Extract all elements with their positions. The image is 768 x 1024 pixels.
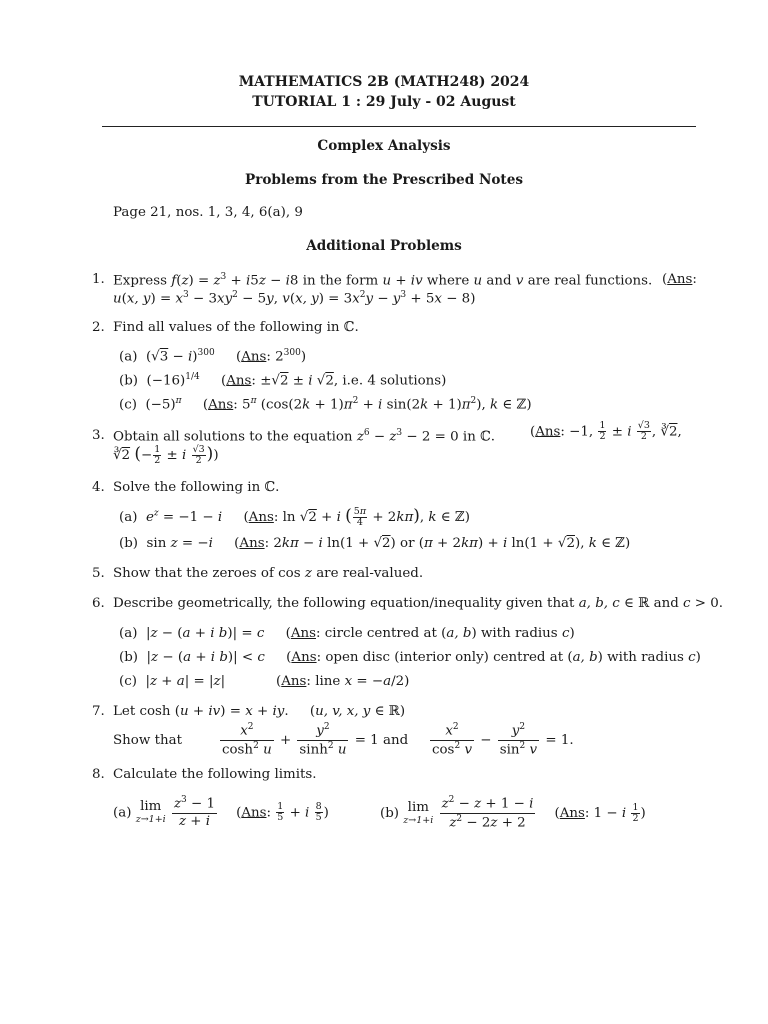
problem-2a: (a) $(√3 - i)^{300}$ (Ans: $2^{300}$) [119, 348, 307, 365]
section-additional: Additional Problems [306, 238, 462, 254]
header-rule [102, 126, 696, 127]
problem-2b: (b) $(-16)^{1/4}$ (Ans: ±√2 ± i √2, i.e. 4 solutions) [119, 372, 447, 389]
problem-6b: (b) |z − (a + i b)| < c (Ans: open disc (interior only) centred at (a, b) with radius c) [119, 650, 701, 665]
problem-8a: (a) lim z→1+i $\frac{z^3 - 1}{z + i}$ (Ans: $\frac{1}{5}$ + i $\frac{8}{5}$ ) [113, 795, 329, 830]
answer-3: (Ans: −1, $\frac{1}{2}$ ± i $\frac{√3}{2}$ , ∛2, [530, 420, 682, 443]
prescribed-reference: Page 21, nos. 1, 3, 4, 6(a), 9 [113, 205, 303, 220]
answer-1: u(x, $y) = x^3 - 3xy^2 - 5y$, v(x, $y) = 3x^2y - y^3 + 5x - 8$) [113, 290, 476, 307]
problem-4a: (a) $e^z = -1 - i$ (Ans: ln √2 + i ( $\frac{5\pi}{4}$ + 2kπ), k ∈ ℤ) [119, 505, 470, 528]
hyperbolic-identity: $\frac{x^2}{\cosh^2 u}$ + $\frac{y^2}{\sinh^2 u}$ = 1 [222, 722, 379, 758]
problem-8b: (b) lim z→1+i $\frac{z^2 - z + 1 - i}{z^2 - 2z + 2}$ (Ans: 1 − i $\frac{1}{2}$ ) [380, 795, 646, 831]
problem-6a: (a) |z − (a + i b)| = c (Ans: circle centred at (a, b) with radius c) [119, 626, 575, 641]
section-prescribed: Problems from the Prescribed Notes [244, 172, 524, 188]
problem-4b: (b) sin z = −i (Ans: 2kπ − i ln(1 + √2) or (π + 2kπ) + i ln(1 + √2), k ∈ ℤ) [119, 536, 631, 551]
document-title: MATHEMATICS 2B (MATH248) 2024 [238, 74, 530, 90]
problem-2c: (c) $(-5)^\pi$ (Ans: $5^\pi$ ($\cos(2k + 1)\pi^2 + i$ $\sin(2k + 1)\pi^2$), k ∈ ℤ) [119, 396, 532, 413]
section-topic: Complex Analysis [317, 138, 451, 154]
tutorial-subtitle: TUTORIAL 1 : 29 July - 02 August [252, 94, 516, 110]
trig-identity: $\frac{x^2}{\cos^2 v}$ − $\frac{y^2}{\sin^2 v}$ = 1. [432, 722, 574, 758]
problem-6c: (c) |z + a| = |z| [119, 674, 226, 689]
